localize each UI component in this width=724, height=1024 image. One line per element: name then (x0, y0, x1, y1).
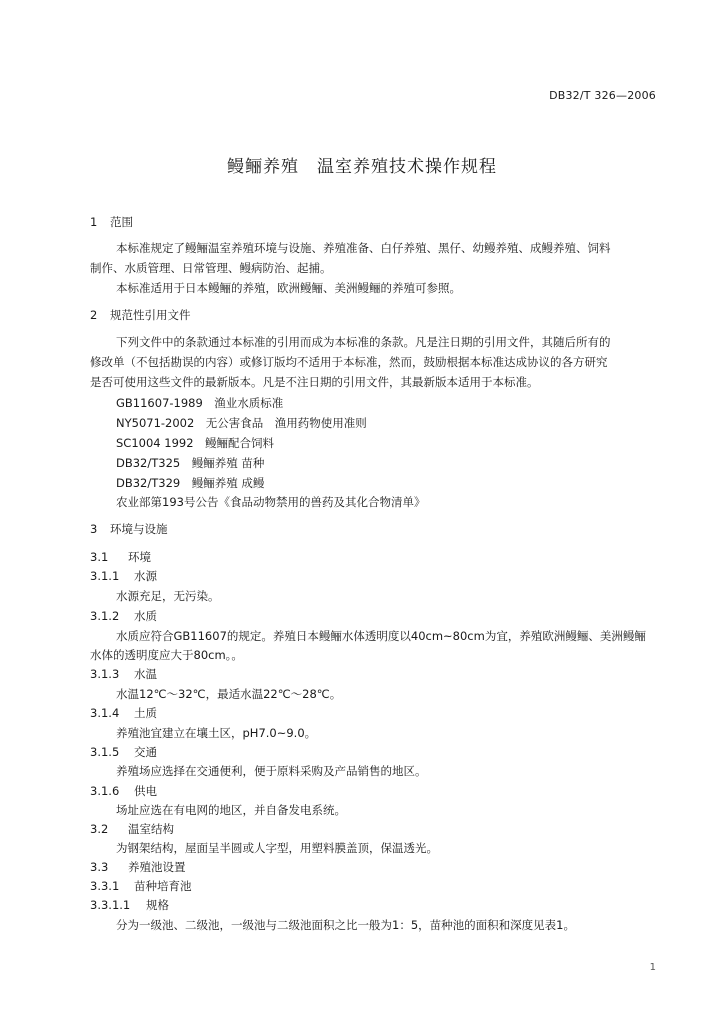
section-2-heading: 2 规范性引用文件 (90, 308, 191, 322)
section-1-para2: 本标准适用于日本鳗鲡的养殖，欧洲鳗鲡、美洲鳗鲡的养殖可参照。 (116, 281, 461, 295)
section-3-1-5-text: 养殖场应选择在交通便利，便于原料采购及产品销售的地区。 (116, 764, 427, 778)
reference-item: DB32/T325 鳗鲡养殖 苗种 (116, 456, 265, 470)
section-3-1-3-text: 水温12℃～32℃，最适水温22℃～28℃。 (116, 687, 342, 701)
standard-code: DB32/T 326—2006 (549, 89, 656, 102)
section-3-2-text: 为钢架结构，屋面呈半圆或人字型，用塑料膜盖顶，保温透光。 (116, 841, 438, 855)
section-3-1-4-text: 养殖池宜建立在壤土区，pH7.0~9.0。 (116, 726, 317, 740)
section-3-1-5-heading: 3.1.5 交通 (90, 745, 157, 759)
section-2-para-line2: 修改单（不包括勘误的内容）或修订版均不适用于本标准，然而，鼓励根据本标准达成协议的各方研究 (90, 355, 608, 369)
section-3-3-1-heading: 3.3.1 苗种培育池 (90, 879, 192, 893)
section-3-3-1-1-heading: 3.3.1.1 规格 (90, 898, 169, 912)
section-3-1-heading: 3.1 环境 (90, 550, 151, 564)
section-3-3-1-1-text: 分为一级池、二级池，一级池与二级池面积之比一般为1：5，苗种池的面积和深度见表1。 (116, 918, 575, 932)
section-3-1-2-heading: 3.1.2 水质 (90, 609, 157, 623)
section-3-1-2-text-line2: 水体的透明度应大于80cm。。 (90, 648, 243, 662)
section-1-para1-line2: 制作、水质管理、日常管理、鳗病防治、起捕。 (90, 261, 332, 275)
reference-item: SC1004 1992 鳗鲡配合饲料 (116, 436, 275, 450)
page-number: 1 (649, 962, 656, 973)
section-1-heading: 1 范围 (90, 215, 133, 229)
title-part1: 鳗鲡养殖 (227, 157, 299, 177)
section-3-heading: 3 环境与设施 (90, 522, 168, 536)
section-3-1-1-heading: 3.1.1 水源 (90, 569, 157, 583)
document-title (0, 152, 724, 177)
title-part2: 温室养殖技术操作规程 (317, 157, 497, 177)
section-3-1-3-heading: 3.1.3 水温 (90, 667, 157, 681)
section-3-1-6-heading: 3.1.6 供电 (90, 784, 157, 798)
section-3-1-4-heading: 3.1.4 土质 (90, 706, 157, 720)
section-3-1-6-text: 场址应选在有电网的地区，并自备发电系统。 (116, 803, 346, 817)
section-3-2-heading: 3.2 温室结构 (90, 822, 174, 836)
section-2-para-line1: 下列文件中的条款通过本标准的引用而成为本标准的条款。凡是注日期的引用文件，其随后所有的 (116, 335, 611, 349)
section-2-para-line3: 是否可使用这些文件的最新版本。凡是不注日期的引用文件，其最新版本适用于本标准。 (90, 375, 539, 389)
section-3-1-1-text: 水源充足，无污染。 (116, 589, 220, 603)
reference-item: 农业部第193号公告《食品动物禁用的兽药及其化合物清单》 (116, 495, 426, 509)
reference-item: NY5071-2002 无公害食品 渔用药物使用准则 (116, 416, 367, 430)
section-3-1-2-text-line1: 水质应符合GB11607的规定。养殖日本鳗鲡水体透明度以40cm~80cm为宜，养殖欧洲鳗鲡、美洲鳗鲡 (116, 629, 646, 643)
reference-item: DB32/T329 鳗鲡养殖 成鳗 (116, 476, 265, 490)
section-3-3-heading: 3.3 养殖池设置 (90, 860, 186, 874)
reference-item: GB11607-1989 渔业水质标准 (116, 396, 284, 410)
section-1-para1-line1: 本标准规定了鳗鲡温室养殖环境与设施、养殖准备、白仔养殖、黑仔、幼鳗养殖、成鳗养殖、饲料 (116, 241, 611, 255)
